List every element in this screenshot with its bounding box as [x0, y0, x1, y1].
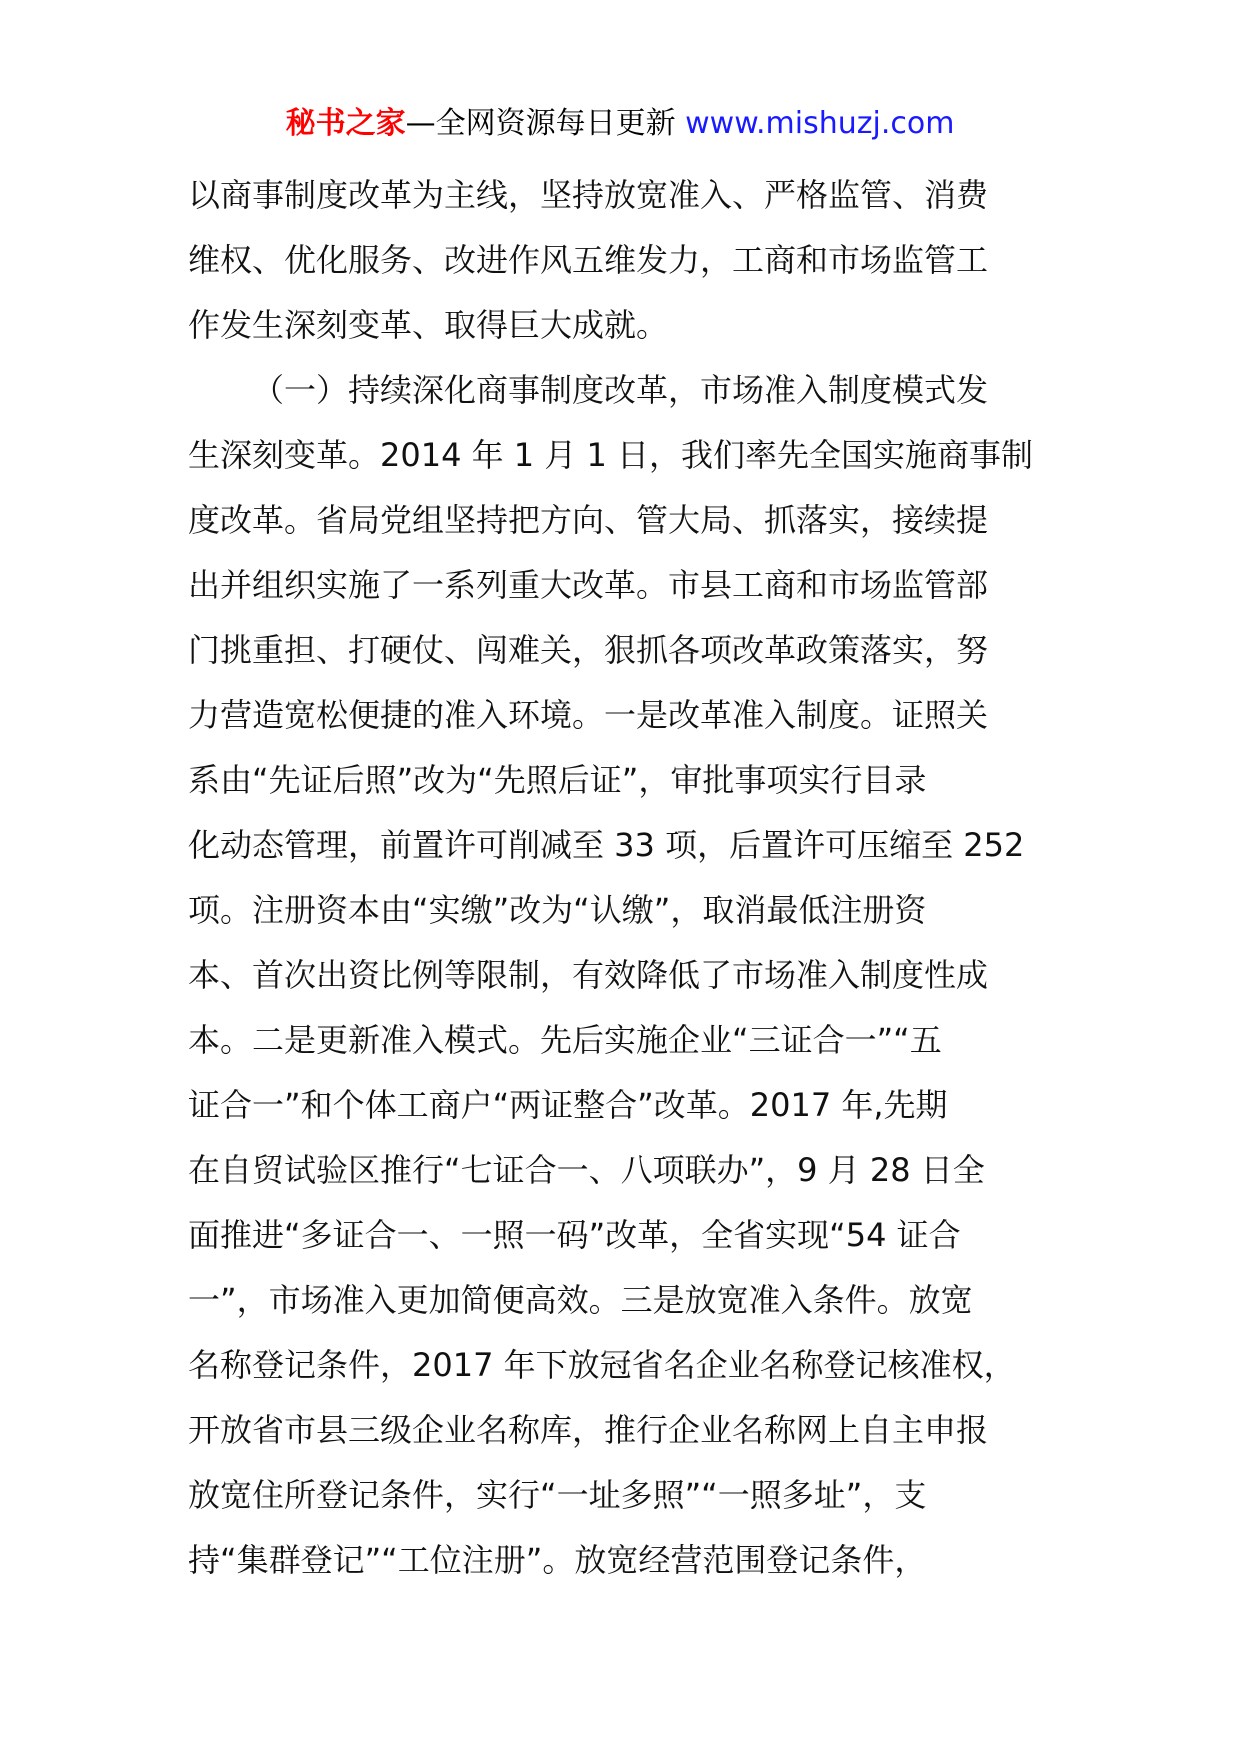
text-line: 生深刻变革。2014 年 1 月 1 日，我们率先全国实施商事制	[188, 436, 1034, 474]
header-tagline: —全网资源每日更新	[405, 106, 676, 141]
document-body	[188, 163, 1058, 1593]
text-line: 在自贸试验区推行“七证合一、八项联办”，9 月 28 日全	[188, 1151, 985, 1189]
text-line: 名称登记条件，2017 年下放冠省名企业名称登记核准权，	[188, 1346, 1016, 1384]
text-line: 本。二是更新准入模式。先后实施企业“三证合一”“五	[188, 1021, 942, 1059]
text-line: 门挑重担、打硬仗、闯难关，狠抓各项改革政策落实，努	[188, 631, 989, 669]
text-line: 力营造宽松便捷的准入环境。一是改革准入制度。证照关	[188, 696, 989, 734]
text-line: 项。注册资本由“实缴”改为“认缴”，取消最低注册资	[188, 891, 927, 929]
header-website-link[interactable]: www.mishuzj.com	[685, 106, 955, 141]
text-line: 作发生深刻变革、取得巨大成就。	[188, 306, 669, 344]
text-line: 证合一”和个体工商户“两证整合”改革。2017 年,先期	[188, 1086, 948, 1124]
text-line: 维权、优化服务、改进作风五维发力，工商和市场监管工	[188, 241, 989, 279]
text-line: 系由“先证后照”改为“先照后证”，审批事项实行目录	[188, 761, 927, 799]
text-line: 出并组织实施了一系列重大改革。市县工商和市场监管部	[188, 566, 989, 604]
text-line: 一”，市场准入更加简便高效。三是放宽准入条件。放宽	[188, 1281, 973, 1319]
text-line: 度改革。省局党组坚持把方向、管大局、抓落实，接续提	[188, 501, 989, 539]
text-line: 开放省市县三级企业名称库，推行企业名称网上自主申报	[188, 1411, 989, 1449]
text-line: 以商事制度改革为主线，坚持放宽准入、严格监管、消费	[188, 176, 989, 214]
page-header	[0, 100, 1240, 148]
text-line: 化动态管理，前置许可削减至 33 项，后置许可压缩至 252	[188, 826, 1025, 864]
header-brand: 秘书之家	[285, 106, 406, 141]
text-line: 本、首次出资比例等限制，有效降低了市场准入制度性成	[188, 956, 989, 994]
section-heading-line: （一）持续深化商事制度改革，市场准入制度模式发	[252, 371, 989, 409]
text-line: 面推进“多证合一、一照一码”改革，全省实现“54 证合	[188, 1216, 961, 1254]
text-line: 持“集群登记”“工位注册”。放宽经营范围登记条件，	[188, 1541, 927, 1579]
text-line: 放宽住所登记条件，实行“一址多照”“一照多址”，支	[188, 1476, 927, 1514]
